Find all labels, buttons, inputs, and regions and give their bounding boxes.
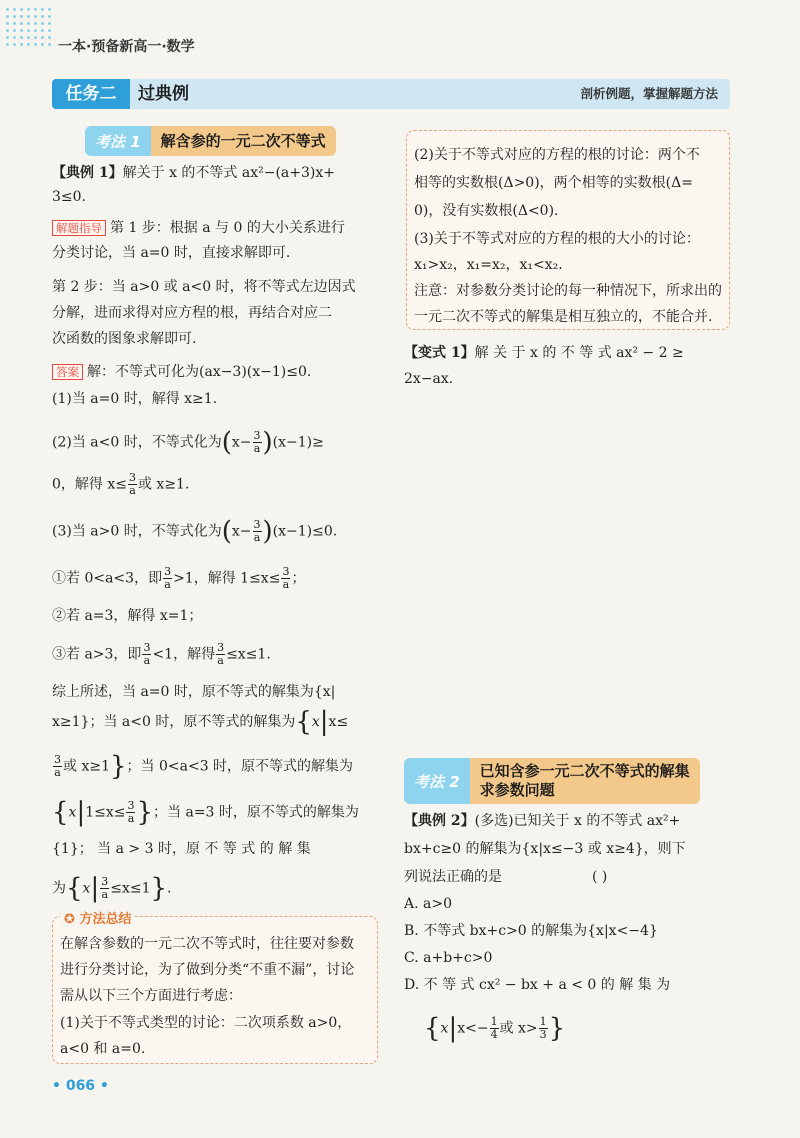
summary-cont-line7: 一元二次不等式的解集是相互独立的，不能合并. <box>414 309 713 325</box>
method2-heading <box>404 758 700 804</box>
answer-line3: (2)当 a<0 时，不等式化为(x− $\frac{3}{a}$ )(x−1)≥ <box>52 427 324 458</box>
answer-line2: (1)当 a=0 时，解得 x≥1. <box>52 391 218 407</box>
method1-heading <box>85 126 336 156</box>
answer-label: 答案 <box>52 364 83 380</box>
answer-line5: (3)当 a>0 时，不等式化为(x− $\frac{3}{a}$ )(x−1)≤0. <box>52 516 338 547</box>
example2-line3: 列说法正确的是 ( ) <box>404 869 608 885</box>
summary-cont-line5: x₁>x₂，x₁=x₂，x₁<x₂. <box>414 257 563 273</box>
section-banner <box>52 79 730 109</box>
guide-label: 解题指导 <box>52 220 106 236</box>
summary-cont-line4: (3)关于不等式对应的方程的根的大小的讨论： <box>414 231 700 247</box>
guide-line2: 分类讨论，当 a=0 时，直接求解即可. <box>52 245 291 261</box>
example1-question-line1: 【典例 1】解关于 x 的不等式 ax²−(a+3)x+ <box>52 165 335 181</box>
example2-line1: 【典例 2】(多选)已知关于 x 的不等式 ax²+ <box>404 813 681 829</box>
guide-line1: 解题指导 第 1 步：根据 a 与 0 的大小关系进行 <box>52 219 345 237</box>
page-number: • 066 • <box>52 1078 109 1094</box>
option-d: D. 不 等 式 cx² − bx + a < 0 的 解 集 为 <box>404 977 671 993</box>
answer-line11: $\frac{3}{a}$ 或 x≥1}；当 0<a<3 时，原不等式的解集为 <box>54 751 354 782</box>
option-d-set: {x|x<− $\frac{1}{4}$ 或 x> $\frac{1}{3}$ } <box>424 1013 566 1044</box>
banner-subtitle: 剖析例题，掌握解题方法 <box>580 86 718 101</box>
lightbulb-icon: ✪ <box>64 912 75 927</box>
summary-line5: a<0 和 a=0. <box>60 1041 146 1057</box>
answer-line4: 0，解得 x≤ $\frac{3}{a}$ 或 x≥1. <box>52 471 190 497</box>
method1-title: 解含参的一元二次不等式 <box>151 126 336 156</box>
variant1-line2: 2x−ax. <box>404 371 454 387</box>
option-c: C. a+b+c>0 <box>404 950 493 966</box>
summary-line2: 进行分类讨论，为了做到分类“不重不漏”，讨论 <box>60 962 355 978</box>
answer-line10: x≥1}；当 a<0 时，原不等式的解集为{x|x≤ <box>52 707 349 737</box>
guide-line5: 次函数的图象求解即可. <box>52 331 197 347</box>
method2-title: 已知含参一元二次不等式的解集 求参数问题 <box>470 758 700 804</box>
banner-tag: 任务二 <box>52 79 130 109</box>
answer-line9: 综上所述，当 a=0 时，原不等式的解集为{x| <box>52 684 336 700</box>
summary-cont-line1: (2)关于不等式对应的方程的根的讨论：两个不 <box>414 147 700 163</box>
summary-tag: ✪ 方法总结 <box>60 908 135 927</box>
running-header: 一本·预备新高一·数学 <box>58 39 195 55</box>
answer-line13: {1}； 当 a > 3 时，原 不 等 式 的 解 集 <box>52 841 311 857</box>
banner-title: 过典例 <box>138 84 189 104</box>
method1-tag: 考法 1 <box>85 126 151 156</box>
answer-line8: ③若 a>3，即 $\frac{3}{a}$ <1，解得 $\frac{3}{a}$ ≤x≤1. <box>52 641 271 667</box>
summary-line4: (1)关于不等式类型的讨论：二次项系数 a>0， <box>60 1015 352 1031</box>
option-a: A. a>0 <box>404 896 452 912</box>
answer-line6: ①若 0<a<3，即 $\frac{3}{a}$ >1，解得 1≤x≤ $\frac{3}{a}$ ； <box>52 565 306 591</box>
option-b: B. 不等式 bx+c>0 的解集为{x|x<−4} <box>404 923 658 939</box>
decorative-dots <box>4 6 54 50</box>
answer-line7: ②若 a=3，解得 x=1； <box>52 608 203 624</box>
guide-line3: 第 2 步：当 a>0 或 a<0 时，将不等式左边因式 <box>52 279 356 295</box>
summary-line1: 在解含参数的一元二次不等式时，往往要对参数 <box>60 936 354 952</box>
guide-line4: 分解，进而求得对应方程的根，再结合对应二 <box>52 305 332 321</box>
summary-line3: 需从以下三个方面进行考虑： <box>60 988 242 1004</box>
answer-line14: 为{x| $\frac{3}{a}$ ≤x≤1}. <box>52 873 172 904</box>
example1-question-line2: 3≤0. <box>52 189 86 205</box>
summary-cont-line2: 相等的实数根(Δ>0)，两个相等的实数根(Δ= <box>414 175 693 191</box>
answer-line1: 答案 解：不等式可化为(ax−3)(x−1)≤0. <box>52 363 311 381</box>
answer-line12: {x|1≤x≤ $\frac{3}{a}$ }；当 a=3 时，原不等式的解集为 <box>52 797 359 828</box>
variant1-line1: 【变式 1】解 关 于 x 的 不 等 式 ax² − 2 ≥ <box>404 345 684 361</box>
summary-cont-line3: 0)，没有实数根(Δ<0). <box>414 203 559 219</box>
example2-line2: bx+c≥0 的解集为{x|x≤−3 或 x≥4}，则下 <box>404 841 686 857</box>
summary-cont-line6: 注意：对参数分类讨论的每一种情况下，所求出的 <box>414 283 722 299</box>
method2-tag: 考法 2 <box>404 758 470 804</box>
